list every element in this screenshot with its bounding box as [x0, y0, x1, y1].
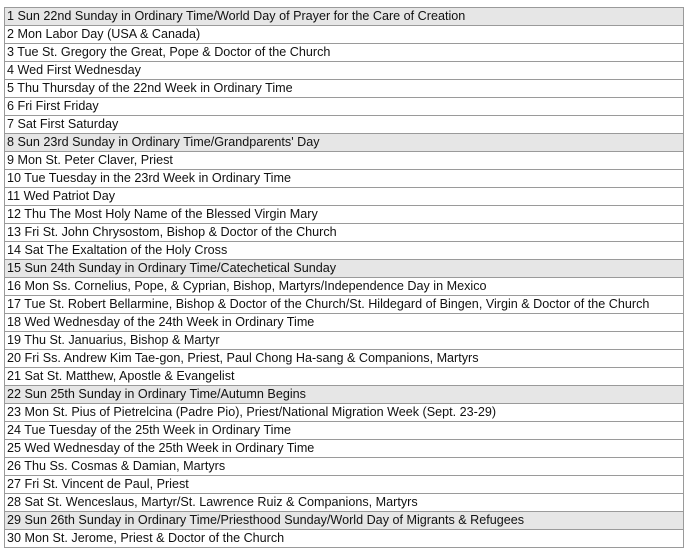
- table-row[interactable]: 7 Sat First Saturday: [5, 116, 684, 134]
- table-row[interactable]: 23 Mon St. Pius of Pietrelcina (Padre Pio), Priest/National Migration Week (Sept. 23-29): [5, 404, 684, 422]
- table-row[interactable]: 15 Sun 24th Sunday in Ordinary Time/Catechetical Sunday: [5, 260, 684, 278]
- table-row[interactable]: 14 Sat The Exaltation of the Holy Cross: [5, 242, 684, 260]
- table-row[interactable]: 9 Mon St. Peter Claver, Priest: [5, 152, 684, 170]
- table-row[interactable]: 13 Fri St. John Chrysostom, Bishop & Doctor of the Church: [5, 224, 684, 242]
- table-row[interactable]: 18 Wed Wednesday of the 24th Week in Ordinary Time: [5, 314, 684, 332]
- table-row[interactable]: 24 Tue Tuesday of the 25th Week in Ordinary Time: [5, 422, 684, 440]
- table-row[interactable]: 25 Wed Wednesday of the 25th Week in Ordinary Time: [5, 440, 684, 458]
- table-row[interactable]: 10 Tue Tuesday in the 23rd Week in Ordinary Time: [5, 170, 684, 188]
- table-row[interactable]: 3 Tue St. Gregory the Great, Pope & Doctor of the Church: [5, 44, 684, 62]
- table-row[interactable]: 27 Fri St. Vincent de Paul, Priest: [5, 476, 684, 494]
- table-row[interactable]: 16 Mon Ss. Cornelius, Pope, & Cyprian, Bishop, Martyrs/Independence Day in Mexico: [5, 278, 684, 296]
- table-row[interactable]: 20 Fri Ss. Andrew Kim Tae-gon, Priest, Paul Chong Ha-sang & Companions, Martyrs: [5, 350, 684, 368]
- table-row[interactable]: 12 Thu The Most Holy Name of the Blessed Virgin Mary: [5, 206, 684, 224]
- table-row[interactable]: 29 Sun 26th Sunday in Ordinary Time/Priesthood Sunday/World Day of Migrants & Refugees: [5, 512, 684, 530]
- table-row[interactable]: 17 Tue St. Robert Bellarmine, Bishop & Doctor of the Church/St. Hildegard of Bingen, Virgin & Doctor of the Church: [5, 296, 684, 314]
- table-row[interactable]: 6 Fri First Friday: [5, 98, 684, 116]
- calendar-grid: [4, 7, 684, 548]
- table-row[interactable]: 4 Wed First Wednesday: [5, 62, 684, 80]
- table-row[interactable]: 2 Mon Labor Day (USA & Canada): [5, 26, 684, 44]
- table-row[interactable]: 11 Wed Patriot Day: [5, 188, 684, 206]
- table-row[interactable]: 26 Thu Ss. Cosmas & Damian, Martyrs: [5, 458, 684, 476]
- table-row[interactable]: 28 Sat St. Wenceslaus, Martyr/St. Lawrence Ruiz & Companions, Martyrs: [5, 494, 684, 512]
- table-row[interactable]: 21 Sat St. Matthew, Apostle & Evangelist: [5, 368, 684, 386]
- table-row[interactable]: 8 Sun 23rd Sunday in Ordinary Time/Grandparents' Day: [5, 134, 684, 152]
- table-row[interactable]: 30 Mon St. Jerome, Priest & Doctor of the Church: [5, 530, 684, 548]
- table-row[interactable]: 19 Thu St. Januarius, Bishop & Martyr: [5, 332, 684, 350]
- table-row[interactable]: 1 Sun 22nd Sunday in Ordinary Time/World Day of Prayer for the Care of Creation: [5, 8, 684, 26]
- table-row[interactable]: 22 Sun 25th Sunday in Ordinary Time/Autumn Begins: [5, 386, 684, 404]
- table-row[interactable]: 5 Thu Thursday of the 22nd Week in Ordinary Time: [5, 80, 684, 98]
